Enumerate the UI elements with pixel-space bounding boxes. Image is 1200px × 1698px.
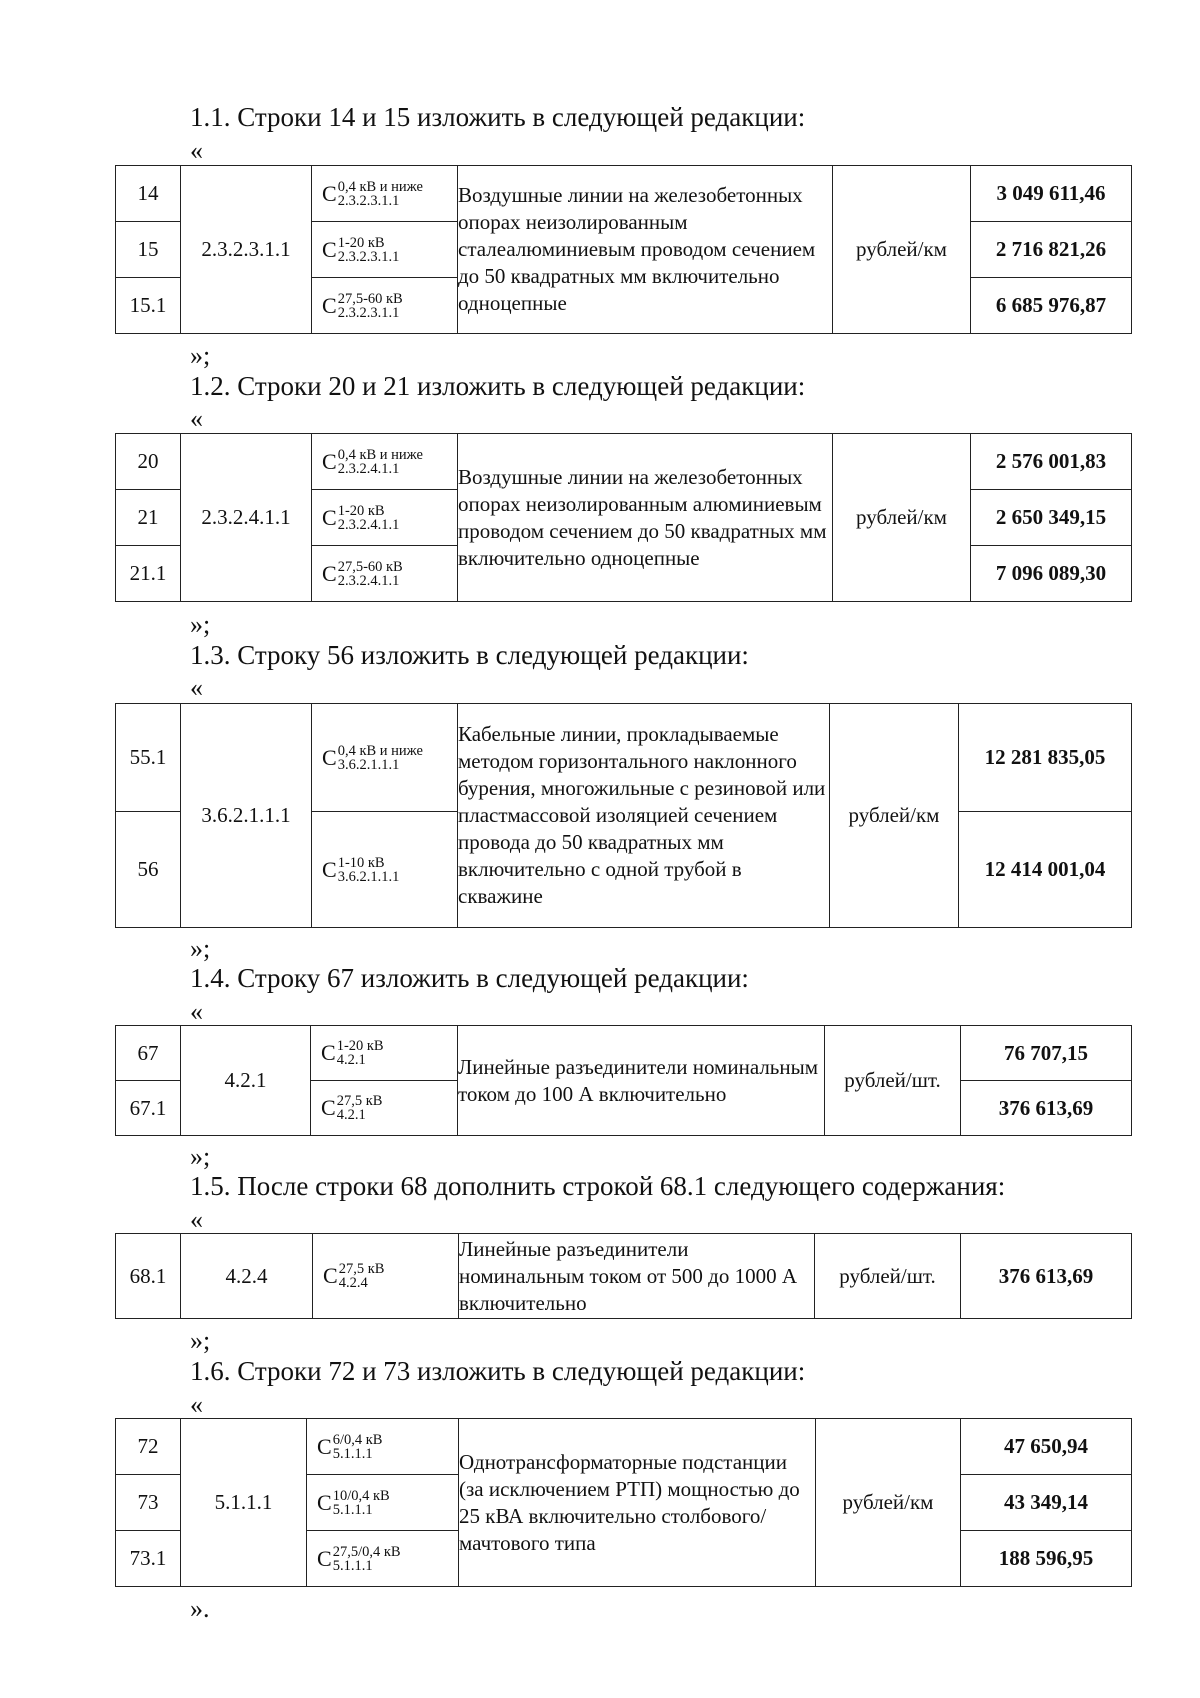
item-description: Линейные разъединители номинальным током до 100 А включительно xyxy=(458,1026,825,1136)
row-number: 14 xyxy=(116,166,181,222)
table-row xyxy=(116,704,1132,812)
row-number: 15 xyxy=(116,222,181,278)
rate-symbol: C 1-20 кВ 4.2.1 xyxy=(311,1026,458,1081)
symbol-superscript: 27,5/0,4 кВ xyxy=(332,1543,401,1560)
symbol-subscript: 4.2.4 xyxy=(338,1275,368,1291)
rate-symbol: C 0,4 кВ и ниже 3.6.2.1.1.1 xyxy=(312,704,458,812)
amendment-table xyxy=(115,703,1132,928)
rate-symbol: C 27,5 кВ 4.2.4 xyxy=(313,1234,459,1319)
symbol-subscript: 2.3.2.4.1.1 xyxy=(337,572,400,589)
unit-of-measure: рублей/км xyxy=(816,1419,961,1587)
unit-of-measure: рублей/км xyxy=(833,434,971,602)
rate-symbol: C 0,4 кВ и ниже 2.3.2.3.1.1 xyxy=(312,166,458,222)
rate-value: 43 349,14 xyxy=(961,1475,1132,1531)
closing-quote: »; xyxy=(190,610,211,639)
symbol-subscript: 2.3.2.3.1.1 xyxy=(337,192,400,209)
row-number: 21.1 xyxy=(116,546,181,602)
item-code: 4.2.1 xyxy=(181,1026,311,1136)
rate-value: 188 596,95 xyxy=(961,1531,1132,1587)
symbol-superscript: 27,5 кВ xyxy=(336,1093,383,1109)
rate-value: 376 613,69 xyxy=(961,1081,1132,1136)
item-code: 4.2.4 xyxy=(181,1234,313,1319)
section-heading: 1.1. Строки 14 и 15 изложить в следующей редакции: xyxy=(190,102,806,132)
item-description: Однотрансформаторные подстанции (за исключением РТП) мощностью до 25 кВА включительно столбового/мачтового типа xyxy=(459,1419,816,1587)
opening-quote: « xyxy=(190,1390,203,1419)
symbol-superscript: 0,4 кВ и ниже xyxy=(337,742,423,759)
row-number: 73.1 xyxy=(116,1531,181,1587)
opening-quote: « xyxy=(190,404,203,433)
closing-quote: ». xyxy=(190,1594,210,1623)
item-code: 2.3.2.3.1.1 xyxy=(181,166,312,334)
rate-value: 76 707,15 xyxy=(961,1026,1132,1081)
closing-quote: »; xyxy=(190,341,211,370)
rate-value: 2 650 349,15 xyxy=(971,490,1132,546)
table-row xyxy=(116,1419,1132,1475)
section-heading: 1.5. После строки 68 дополнить строкой 68.1 следующего содержания: xyxy=(190,1171,1006,1201)
rate-value: 3 049 611,46 xyxy=(971,166,1132,222)
row-number: 73 xyxy=(116,1475,181,1531)
unit-of-measure: рублей/км xyxy=(833,166,971,334)
section-heading: 1.6. Строки 72 и 73 изложить в следующей редакции: xyxy=(190,1356,806,1386)
rate-symbol: C 6/0,4 кВ 5.1.1.1 xyxy=(307,1419,459,1475)
item-code: 2.3.2.4.1.1 xyxy=(181,434,312,602)
row-number: 55.1 xyxy=(116,704,181,812)
rate-symbol: C 27,5-60 кВ 2.3.2.3.1.1 xyxy=(312,278,458,334)
section-heading: 1.2. Строки 20 и 21 изложить в следующей редакции: xyxy=(190,371,806,401)
item-description: Воздушные линии на железобетонных опорах неизолированным алюминиевым проводом сечением до 50 квадратных мм включительно одноцепные xyxy=(458,434,833,602)
item-description: Линейные разъединители номинальным током от 500 до 1000 А включительно xyxy=(459,1234,815,1319)
row-number: 67.1 xyxy=(116,1081,181,1136)
section-heading: 1.3. Строку 56 изложить в следующей редакции: xyxy=(190,640,749,670)
closing-quote: »; xyxy=(190,1326,211,1355)
rate-value: 47 650,94 xyxy=(961,1419,1132,1475)
symbol-subscript: 4.2.1 xyxy=(336,1107,366,1123)
row-number: 68.1 xyxy=(116,1234,181,1319)
rate-symbol: C 1-10 кВ 3.6.2.1.1.1 xyxy=(312,812,458,928)
amendment-table xyxy=(115,1025,1132,1136)
table-row xyxy=(116,1026,1132,1081)
rate-symbol: C 1-20 кВ 2.3.2.3.1.1 xyxy=(312,222,458,278)
row-number: 56 xyxy=(116,812,181,928)
row-number: 72 xyxy=(116,1419,181,1475)
closing-quote: »; xyxy=(190,934,211,963)
symbol-subscript: 3.6.2.1.1.1 xyxy=(337,756,400,773)
symbol-subscript: 2.3.2.4.1.1 xyxy=(337,516,400,533)
rate-symbol: C 27,5/0,4 кВ 5.1.1.1 xyxy=(307,1531,459,1587)
item-code: 5.1.1.1 xyxy=(181,1419,307,1587)
rate-value: 2 576 001,83 xyxy=(971,434,1132,490)
symbol-superscript: 27,5 кВ xyxy=(338,1261,385,1277)
symbol-subscript: 2.3.2.3.1.1 xyxy=(337,248,400,265)
amendment-table xyxy=(115,1233,1132,1319)
rate-value: 2 716 821,26 xyxy=(971,222,1132,278)
symbol-superscript: 27,5-60 кВ xyxy=(337,290,403,307)
symbol-subscript: 4.2.1 xyxy=(336,1052,366,1068)
item-description: Кабельные линии, прокладываемые методом горизонтального наклонного бурения, многожильные с резиновой или пластмассовой изоляцией сечением провода до 50 квадратных мм включительно с одной трубой в скважине xyxy=(458,704,830,928)
rate-value: 12 281 835,05 xyxy=(959,704,1132,812)
symbol-superscript: 1-20 кВ xyxy=(337,502,385,519)
amendment-table xyxy=(115,165,1132,334)
opening-quote: « xyxy=(190,997,203,1026)
symbol-subscript: 5.1.1.1 xyxy=(332,1557,373,1574)
row-number: 15.1 xyxy=(116,278,181,334)
row-number: 67 xyxy=(116,1026,181,1081)
symbol-superscript: 1-20 кВ xyxy=(337,234,385,251)
opening-quote: « xyxy=(190,673,203,702)
rate-symbol: C 27,5-60 кВ 2.3.2.4.1.1 xyxy=(312,546,458,602)
table-row xyxy=(116,434,1132,490)
unit-of-measure: рублей/шт. xyxy=(815,1234,961,1319)
symbol-subscript: 2.3.2.3.1.1 xyxy=(337,304,400,321)
row-number: 21 xyxy=(116,490,181,546)
rate-value: 7 096 089,30 xyxy=(971,546,1132,602)
unit-of-measure: рублей/км xyxy=(830,704,959,928)
symbol-subscript: 5.1.1.1 xyxy=(332,1445,373,1462)
symbol-subscript: 2.3.2.4.1.1 xyxy=(337,460,400,477)
rate-symbol: C 27,5 кВ 4.2.1 xyxy=(311,1081,458,1136)
item-code: 3.6.2.1.1.1 xyxy=(181,704,312,928)
item-description: Воздушные линии на железобетонных опорах неизолированным сталеалюминиевым проводом сечением до 50 квадратных мм включительно одноцепные xyxy=(458,166,833,334)
symbol-superscript: 0,4 кВ и ниже xyxy=(337,446,423,463)
symbol-subscript: 5.1.1.1 xyxy=(332,1501,373,1518)
symbol-superscript: 6/0,4 кВ xyxy=(332,1431,383,1448)
rate-symbol: C 0,4 кВ и ниже 2.3.2.4.1.1 xyxy=(312,434,458,490)
symbol-superscript: 27,5-60 кВ xyxy=(337,558,403,575)
opening-quote: « xyxy=(190,136,203,165)
symbol-superscript: 0,4 кВ и ниже xyxy=(337,178,423,195)
rate-value: 6 685 976,87 xyxy=(971,278,1132,334)
symbol-superscript: 1-10 кВ xyxy=(337,854,385,871)
rate-symbol: C 10/0,4 кВ 5.1.1.1 xyxy=(307,1475,459,1531)
symbol-subscript: 3.6.2.1.1.1 xyxy=(337,868,400,885)
symbol-superscript: 10/0,4 кВ xyxy=(332,1487,390,1504)
opening-quote: « xyxy=(190,1205,203,1234)
rate-value: 12 414 001,04 xyxy=(959,812,1132,928)
section-heading: 1.4. Строку 67 изложить в следующей редакции: xyxy=(190,963,749,993)
row-number: 20 xyxy=(116,434,181,490)
amendment-table xyxy=(115,1418,1132,1587)
closing-quote: »; xyxy=(190,1142,211,1171)
table-row xyxy=(116,166,1132,222)
unit-of-measure: рублей/шт. xyxy=(825,1026,961,1136)
table-row xyxy=(116,1234,1132,1319)
symbol-superscript: 1-20 кВ xyxy=(336,1038,384,1054)
rate-symbol: C 1-20 кВ 2.3.2.4.1.1 xyxy=(312,490,458,546)
rate-value: 376 613,69 xyxy=(961,1234,1132,1319)
amendment-table xyxy=(115,433,1132,602)
